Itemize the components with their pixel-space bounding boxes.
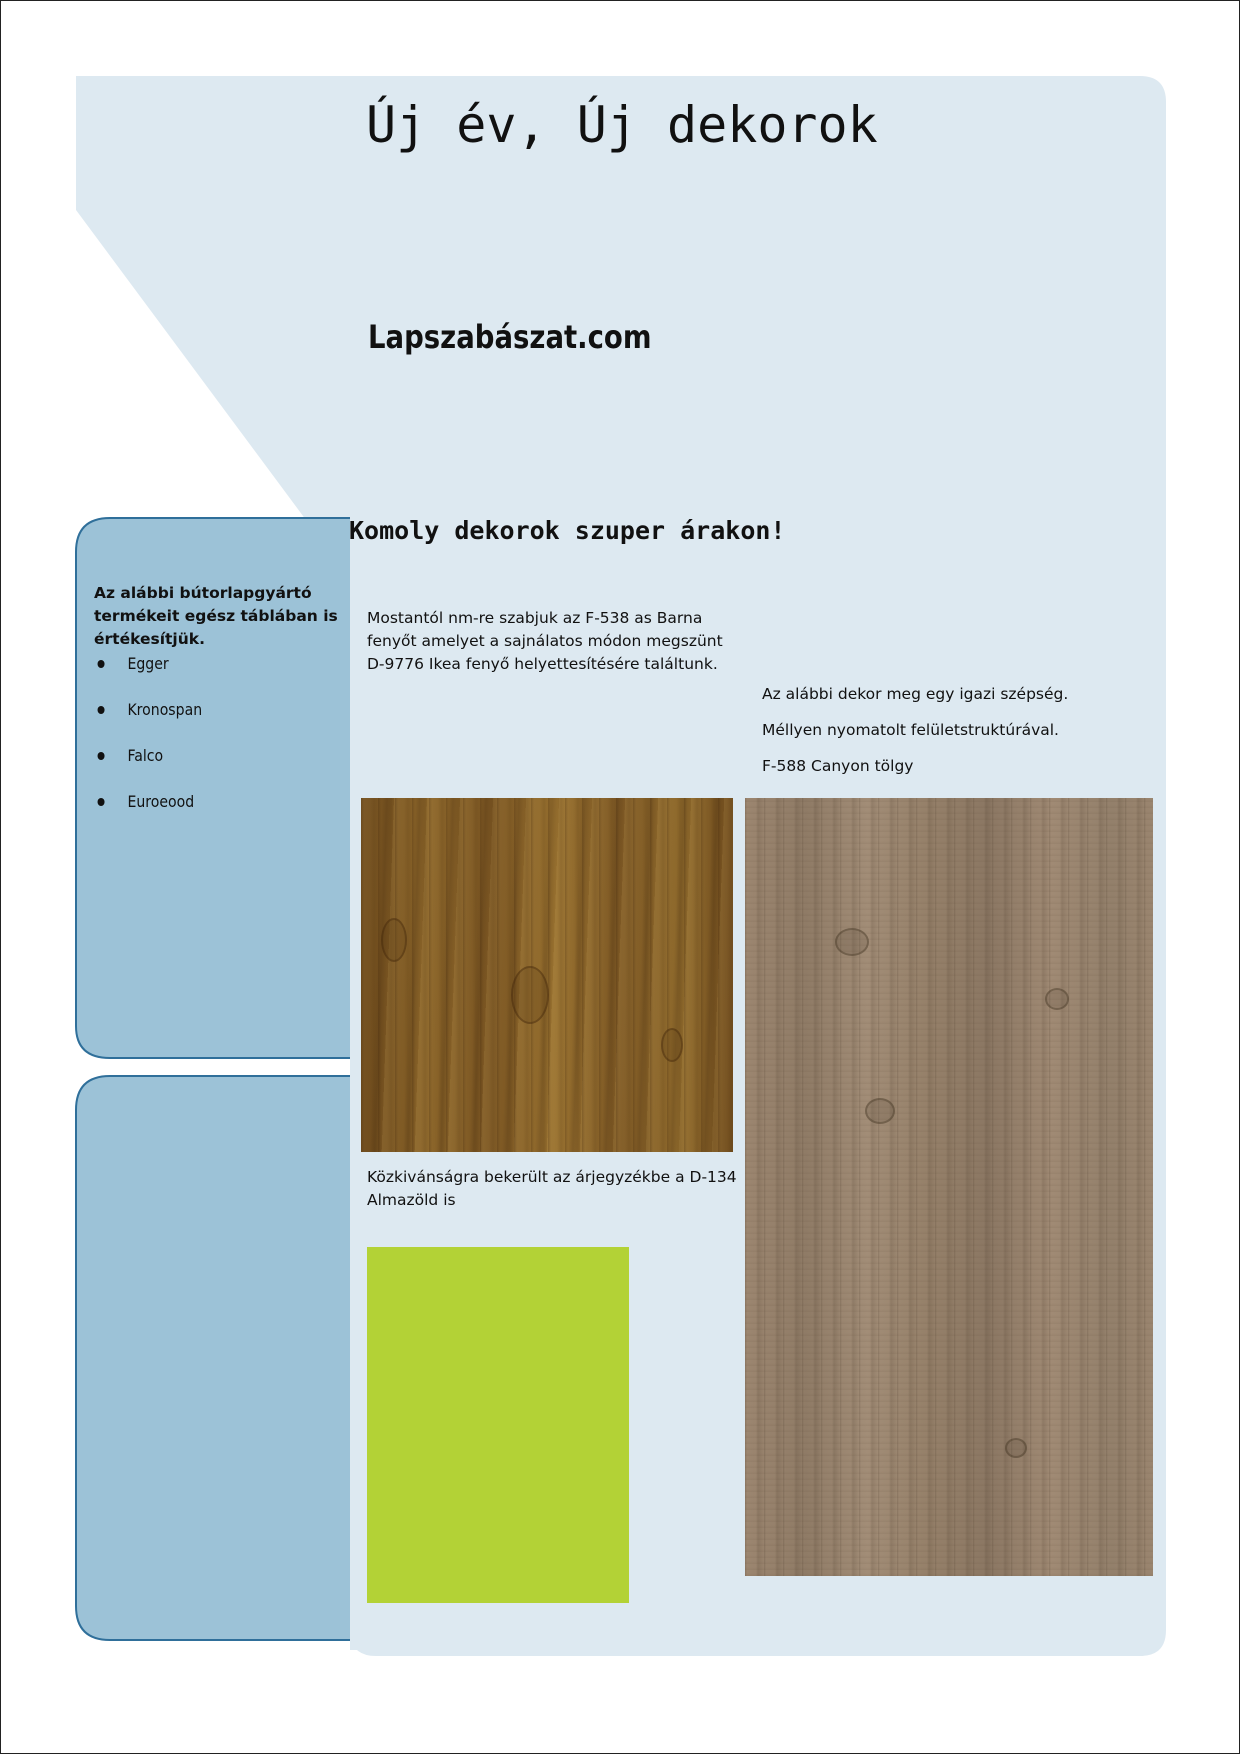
list-item: Euroeood [94,789,202,835]
manufacturer-list [94,651,217,835]
list-item: Kronospan [94,697,202,743]
list-item: Egger [94,651,202,697]
oak-swatch-image [745,798,1153,1576]
oak-line: Méllyen nyomatolt felületstruktúrával. [762,721,1059,739]
pine-swatch-image [361,798,733,1152]
list-item: Falco [94,743,202,789]
wood-knot [835,928,869,956]
wood-knot [511,966,549,1024]
oak-description [762,676,1122,784]
wood-knot [1005,1438,1027,1458]
wood-knot [1045,988,1069,1010]
oak-line: Az alábbi dekor meg egy igazi szépség. [762,685,1069,703]
sidebar-intro: Az alábbi bútorlapgyártó termékeit egész táblában is értékesítjük. [94,584,338,648]
oak-line: F-588 Canyon tölgy [762,757,914,775]
wood-knot [381,918,407,962]
green-swatch [367,1247,629,1603]
site-name: Lapszabászat.com [368,318,652,356]
green-description: Közkivánságra bekerült az árjegyzékbe a D-134 Almazöld is [367,1168,737,1209]
wood-knot [661,1028,683,1062]
headline: Komoly dekorok szuper árakon! [349,516,786,545]
page-title: Új év, Új dekorok [366,96,878,154]
pine-description: Mostantól nm-re szabjuk az F-538 as Barna fenyőt amelyet a sajnálatos módon megszünt D-9776 Ikea fenyő helyettesítésére találtunk. [367,609,723,673]
sidebar-box-bottom [76,1076,350,1640]
wood-knot [865,1098,895,1124]
